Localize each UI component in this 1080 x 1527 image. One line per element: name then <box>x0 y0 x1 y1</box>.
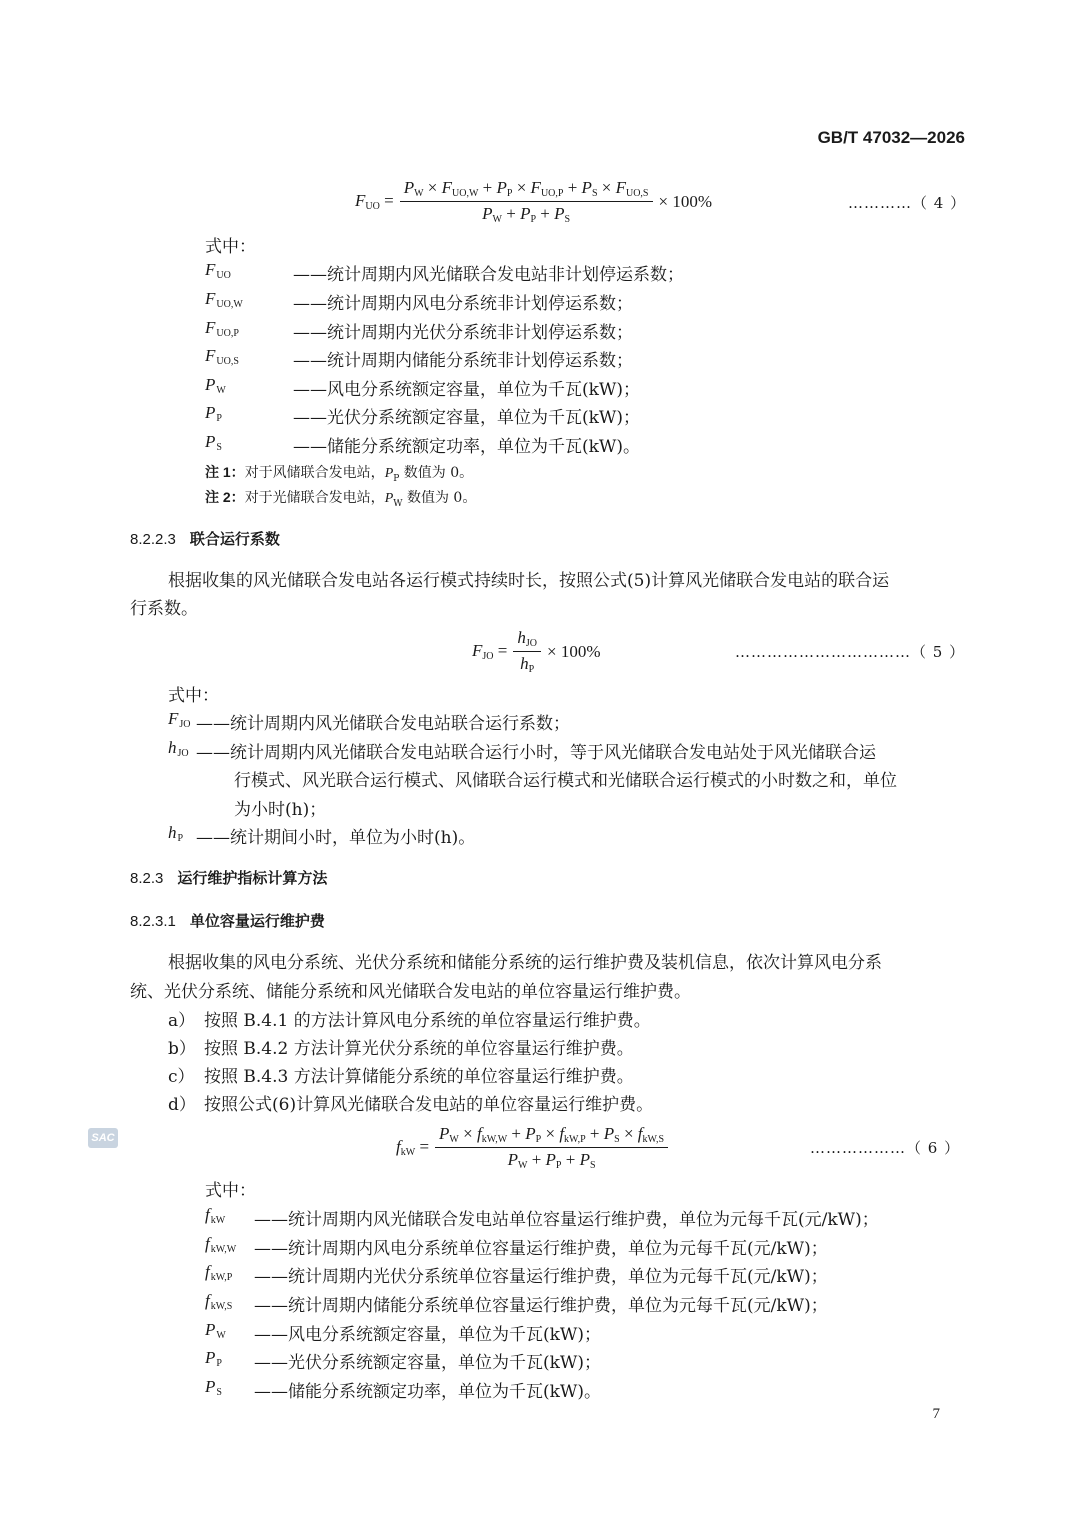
formula-6: $f_{kW}$ = $\frac{P_W \times f_{kW,W} + P_P \times f_{kW,P} + P_S \times f_{kW,S}}{P_W + P_P + P_S}$ <box>396 1124 674 1171</box>
def-p-w-2: ——风电分系统额定容量，单位为千瓦(kW)； <box>254 1325 602 1345</box>
var-f-kw-s: $f_{kW,S}$ <box>205 1291 233 1312</box>
def-h-p: ——统计期间小时，单位为小时(h)。 <box>196 828 476 848</box>
list-item-d: d） 按照公式(6)计算风光储联合发电站的单位容量运行维护费。 <box>168 1095 654 1115</box>
def-h-jo-line1: ——统计周期内风光储联合发电站联合运行小时，等于风光储联合发电站处于风光储联合运 <box>196 743 876 763</box>
para-8-2-3-1-line1: 根据收集的风电分系统、光伏分系统和储能分系统的运行维护费及装机信息，依次计算风电分系 <box>168 953 882 973</box>
formula-5: $F_{JO}$ = $\frac{h_{JO}}{h_P}$ × 100% <box>472 628 601 675</box>
var-f-kw-w: $f_{kW,W}$ <box>205 1234 237 1255</box>
var-h-jo: $h_{JO}$ <box>168 738 189 759</box>
def-p-p-2: ——光伏分系统额定容量，单位为千瓦(kW)； <box>254 1353 602 1373</box>
formula-4: $F_{UO}$ = $\frac{P_W \times F_{UO,W} + P_P \times F_{UO,P} + P_S \times F_{UO,S}}{P_W + P_P + P_S}$ × 100% <box>355 178 712 225</box>
formula-4-number: …………（ 4 ） <box>848 194 967 212</box>
def-f-kw: ——统计周期内风光储联合发电站单位容量运行维护费，单位为元每千瓦(元/kW)； <box>254 1210 879 1230</box>
def-f-uo-w: ——统计周期内风电分系统非计划停运系数； <box>293 294 633 314</box>
list-item-b: b） 按照 B.4.2 方法计算光伏分系统的单位容量运行维护费。 <box>168 1039 634 1059</box>
para-8-2-2-3-line2: 行系数。 <box>130 599 198 619</box>
def-f-kw-s: ——统计周期内储能分系统单位容量运行维护费，单位为元每千瓦(元/kW)； <box>254 1296 828 1316</box>
list-item-c: c） 按照 B.4.3 方法计算储能分系统的单位容量运行维护费。 <box>168 1067 634 1087</box>
heading-8-2-3: 8.2.3 运行维护指标计算方法 <box>130 870 328 887</box>
def-f-uo: ——统计周期内风光储联合发电站非计划停运系数； <box>293 265 684 285</box>
note-1: 注 1：对于风储联合发电站，$P_P$ 数值为 0。 <box>205 464 474 484</box>
var-p-w-2: $P_W$ <box>205 1320 226 1341</box>
def-p-s-2: ——储能分系统额定功率，单位为千瓦(kW)。 <box>254 1382 602 1402</box>
def-f-uo-s: ——统计周期内储能分系统非计划停运系数； <box>293 351 633 371</box>
var-f-uo-p: $F_{UO,P}$ <box>205 318 239 339</box>
var-p-w: $P_W$ <box>205 375 226 396</box>
var-h-p: $h_P$ <box>168 823 184 844</box>
list-item-a: a） 按照 B.4.1 的方法计算风电分系统的单位容量运行维护费。 <box>168 1011 651 1031</box>
where-label: 式中： <box>205 237 256 257</box>
def-f-uo-p: ——统计周期内光伏分系统非计划停运系数； <box>293 323 633 343</box>
heading-8-2-3-1: 8.2.3.1 单位容量运行维护费 <box>130 913 325 930</box>
where-label-3: 式中： <box>205 1181 256 1201</box>
var-f-kw-p: $f_{kW,P}$ <box>205 1262 233 1283</box>
var-f-kw: $f_{kW}$ <box>205 1205 226 1226</box>
var-p-p: $P_P$ <box>205 403 222 424</box>
var-p-s-2: $P_S$ <box>205 1377 222 1398</box>
sac-watermark-logo: SAC <box>88 1128 118 1148</box>
para-8-2-2-3-line1: 根据收集的风光储联合发电站各运行模式持续时长，按照公式(5)计算风光储联合发电站的联合运 <box>168 571 890 591</box>
formula-6-number: ………………（ 6 ） <box>810 1139 961 1157</box>
var-f-uo: $F_{UO}$ <box>205 260 231 281</box>
def-p-w: ——风电分系统额定容量，单位为千瓦(kW)； <box>293 380 641 400</box>
page-number: 7 <box>932 1406 940 1422</box>
formula-5-number: ……………………………（ 5 ） <box>735 643 966 661</box>
var-f-uo-w: $F_{UO,W}$ <box>205 289 243 310</box>
note-2: 注 2：对于光储联合发电站，$P_W$ 数值为 0。 <box>205 489 477 509</box>
def-f-kw-w: ——统计周期内风电分系统单位容量运行维护费，单位为元每千瓦(元/kW)； <box>254 1239 828 1259</box>
standard-number: GB/T 47032—2026 <box>817 128 965 147</box>
def-p-s: ——储能分系统额定功率，单位为千瓦(kW)。 <box>293 437 641 457</box>
def-f-jo: ——统计周期内风光储联合发电站联合运行系数； <box>196 714 570 734</box>
var-f-jo: $F_{JO}$ <box>168 709 191 730</box>
where-label-2: 式中： <box>168 686 219 706</box>
def-p-p: ——光伏分系统额定容量，单位为千瓦(kW)； <box>293 408 641 428</box>
para-8-2-3-1-line2: 统、光伏分系统、储能分系统和风光储联合发电站的单位容量运行维护费。 <box>130 982 691 1002</box>
var-p-s: $P_S$ <box>205 432 222 453</box>
var-f-uo-s: $F_{UO,S}$ <box>205 346 239 367</box>
var-p-p-2: $P_P$ <box>205 1348 222 1369</box>
def-f-kw-p: ——统计周期内光伏分系统单位容量运行维护费，单位为元每千瓦(元/kW)； <box>254 1267 828 1287</box>
def-h-jo-line2: 行模式、风光联合运行模式、风储联合运行模式和光储联合运行模式的小时数之和，单位 <box>234 771 897 791</box>
def-h-jo-line3: 为小时(h)； <box>234 800 327 820</box>
heading-8-2-2-3: 8.2.2.3 联合运行系数 <box>130 531 280 548</box>
